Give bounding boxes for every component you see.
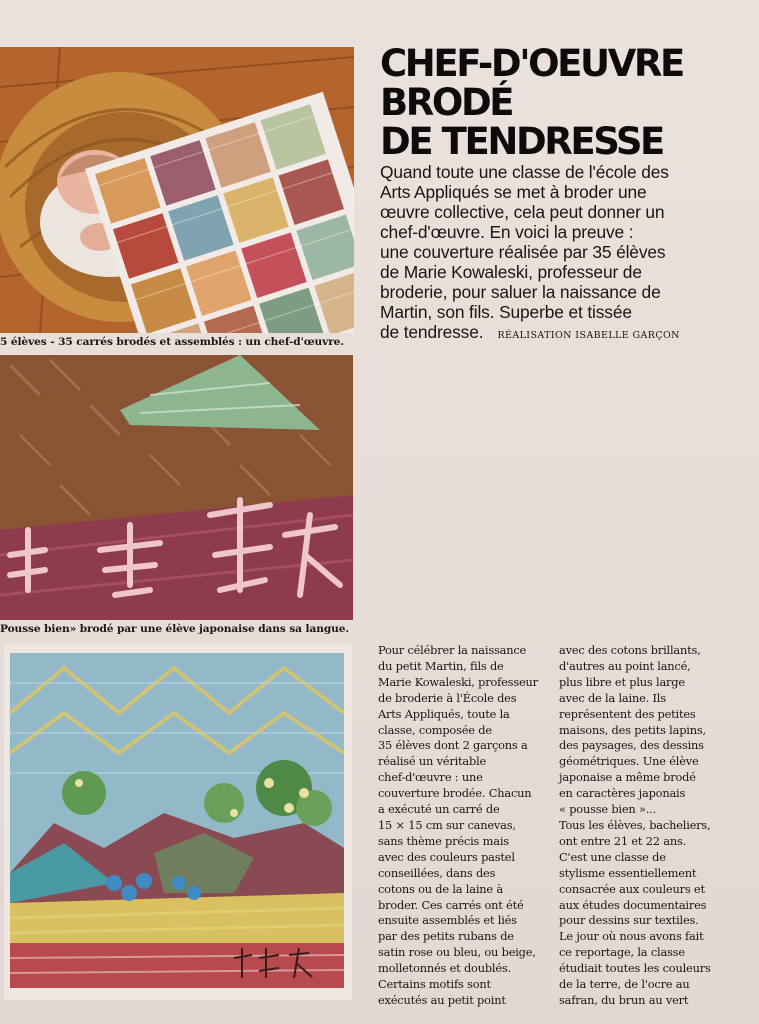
body-text-line: en caractères japonais bbox=[559, 786, 686, 801]
body-text-line: avec des couleurs pastel bbox=[378, 849, 515, 864]
intro-line: broderie, pour saluer la naissance de bbox=[380, 282, 661, 302]
intro-line: œuvre collective, cela peut donner un bbox=[380, 202, 665, 222]
body-text-line: Marie Kowaleski, professeur bbox=[378, 674, 538, 689]
body-text-line: chef-d'œuvre : une bbox=[378, 770, 483, 785]
body-text-line: géométriques. Une élève bbox=[559, 754, 699, 769]
body-text-line: C'est une classe de bbox=[559, 849, 666, 864]
body-text-line: de la terre, de l'ocre au bbox=[559, 977, 690, 992]
body-text-line: Le jour où nous avons fait bbox=[559, 929, 704, 944]
photo-baby-quilt bbox=[0, 47, 354, 333]
body-text-line: Certains motifs sont bbox=[378, 977, 491, 992]
intro-line: de tendresse. bbox=[380, 322, 484, 342]
body-text-line: des paysages, des dessins bbox=[559, 738, 704, 753]
body-text-line: classe, composée de bbox=[378, 722, 492, 737]
body-text-line: du petit Martin, fils de bbox=[378, 658, 504, 673]
body-text-line: « pousse bien »... bbox=[559, 802, 656, 817]
body-text-line: 15 × 15 cm sur canevas, bbox=[378, 817, 516, 832]
headline bbox=[380, 44, 683, 161]
intro-line: Martin, son fils. Superbe et tissée bbox=[380, 302, 632, 322]
intro-line: chef-d'œuvre. En voici la preuve : bbox=[380, 222, 634, 242]
body-text-line: de broderie à l'École des bbox=[378, 690, 517, 705]
body-text-line: avec de la laine. Ils bbox=[559, 690, 666, 705]
intro-line: de Marie Kowaleski, professeur de bbox=[380, 262, 642, 282]
body-text-line: avec des cotons brillants, bbox=[559, 643, 701, 657]
headline-line-2: BRODÉ bbox=[380, 81, 513, 124]
photo-embroidery-closeup-image bbox=[0, 355, 353, 620]
body-text-line: ce reportage, la classe bbox=[559, 945, 685, 960]
body-text-line: sans thème précis mais bbox=[378, 833, 509, 848]
author-credit: RÉALISATION ISABELLE GARÇON bbox=[497, 330, 680, 341]
body-text-line: maisons, des petits lapins, bbox=[559, 722, 706, 737]
body-column-right bbox=[559, 643, 734, 1009]
intro-paragraph bbox=[380, 162, 740, 346]
photo-baby-quilt-image bbox=[0, 47, 354, 333]
intro-line: une couverture réalisée par 35 élèves bbox=[380, 242, 666, 262]
body-text-line: a exécuté un carré de bbox=[378, 802, 500, 817]
body-text-line: aux études documentaires bbox=[559, 897, 707, 912]
caption-photo-2: Pousse bien» brodé par une élève japonaise dans sa langue. bbox=[0, 623, 349, 635]
body-text-line: safran, du brun au vert bbox=[559, 992, 689, 1007]
body-text-line: satin rose ou bleu, ou beige, bbox=[378, 945, 536, 960]
headline-line-1: CHEF-D'OEUVRE bbox=[380, 42, 683, 85]
body-text-line: pour dessins sur textiles. bbox=[559, 913, 699, 928]
body-text-line: Tous les élèves, bacheliers, bbox=[559, 817, 711, 832]
body-text-line: couverture brodée. Chacun bbox=[378, 786, 532, 801]
intro-last-line bbox=[380, 322, 740, 346]
caption-photo-1: 5 élèves - 35 carrés brodés et assemblés : un chef-d'œuvre. bbox=[0, 336, 344, 348]
body-text-line: ensuite assemblés et liés bbox=[378, 913, 517, 928]
body-text-line: cotons ou de la laine à bbox=[378, 881, 503, 896]
intro-line: Quand toute une classe de l'école des bbox=[380, 162, 669, 182]
body-text-line: Pour célébrer la naissance bbox=[378, 643, 527, 657]
photo-embroidery-closeup bbox=[0, 355, 353, 620]
body-text-line: par des petits rubans de bbox=[378, 929, 514, 944]
body-text-line: broder. Ces carrés ont été bbox=[378, 897, 524, 912]
body-text-line: d'autres au point lancé, bbox=[559, 658, 691, 673]
body-column-left bbox=[378, 643, 548, 1009]
body-text-line: Arts Appliqués, toute la bbox=[378, 706, 510, 721]
photo-landscape-embroidery-image bbox=[4, 643, 352, 1000]
body-text-line: exécutés au petit point bbox=[378, 992, 506, 1007]
body-text-line: conseillées, dans des bbox=[378, 865, 496, 880]
body-text-line: représentent des petites bbox=[559, 706, 696, 721]
body-text-line: molletonnés et doublés. bbox=[378, 961, 511, 976]
body-text-line: étudiait toutes les couleurs bbox=[559, 961, 711, 976]
headline-line-3: DE TENDRESSE bbox=[380, 120, 663, 163]
body-text-line: stylisme essentiellement bbox=[559, 865, 697, 880]
body-text-line: ont entre 21 et 22 ans. bbox=[559, 833, 687, 848]
photo-landscape-embroidery bbox=[4, 643, 352, 1000]
body-text-line: consacrée aux couleurs et bbox=[559, 881, 705, 896]
body-text-line: réalisé un véritable bbox=[378, 754, 487, 769]
intro-line: Arts Appliqués se met à broder une bbox=[380, 182, 647, 202]
body-text-line: 35 élèves dont 2 garçons a bbox=[378, 738, 528, 753]
body-text-line: japonaise a même brodé bbox=[559, 770, 696, 785]
body-text-line: plus libre et plus large bbox=[559, 674, 685, 689]
